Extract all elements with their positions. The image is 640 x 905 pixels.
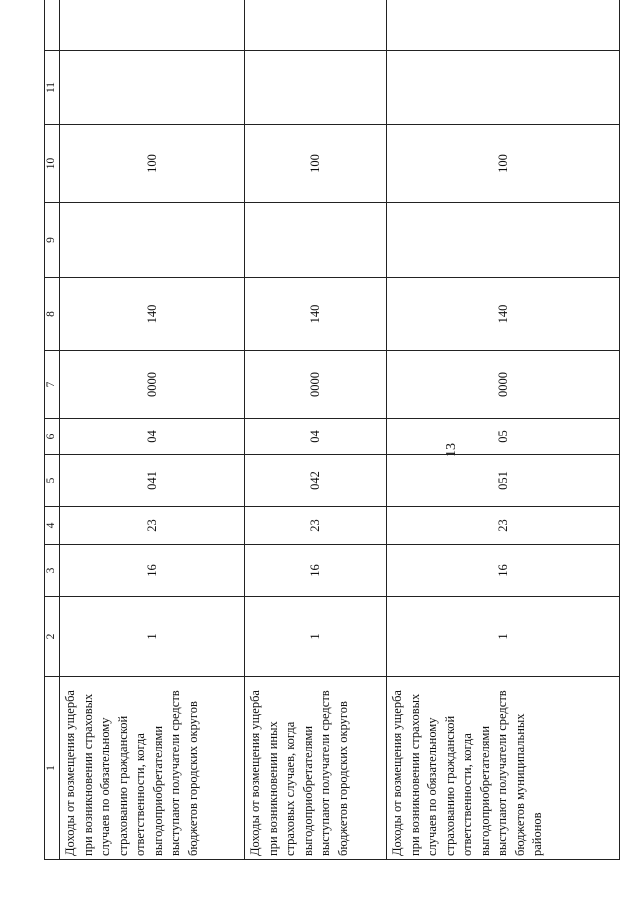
rotated-table-container — [44, 30, 619, 860]
header-cell: 7 — [45, 351, 60, 419]
table-row — [387, 0, 620, 860]
table-cell: 05 — [387, 419, 620, 455]
table-cell — [60, 51, 245, 125]
table-cell: 23 — [245, 507, 387, 545]
table-cell: 0000 — [245, 351, 387, 419]
header-cell: 3 — [45, 545, 60, 597]
table-row — [245, 0, 387, 860]
table-cell: 23 — [387, 507, 620, 545]
table-cell: 041 — [60, 455, 245, 507]
table-cell: 1 — [387, 597, 620, 677]
table-cell: 042 — [245, 455, 387, 507]
table-cell: 140 — [245, 278, 387, 351]
header-cell: 10 — [45, 125, 60, 203]
table-cell — [60, 0, 245, 51]
header-row — [45, 0, 60, 860]
header-cell: 6 — [45, 419, 60, 455]
header-cell — [45, 0, 60, 51]
table-cell — [387, 0, 620, 51]
row-description: Доходы от возмещения ущерба при возникновении иных страховых случаев, когда выгодоприобретателями выступают получатели средств бюджетов городских округов — [245, 677, 387, 860]
table-cell — [245, 203, 387, 278]
table-cell: 140 — [387, 278, 620, 351]
table-cell: 100 — [245, 125, 387, 203]
table-cell: 0000 — [387, 351, 620, 419]
table-cell: 140 — [60, 278, 245, 351]
header-cell: 11 — [45, 51, 60, 125]
table-cell: 16 — [387, 545, 620, 597]
table-cell — [387, 51, 620, 125]
table-row — [60, 0, 245, 860]
row-description: Доходы от возмещения ущерба при возникновении страховых случаев по обязательному страхованию гражданской ответственности, когда выгодоприобретателями выступают получатели средств бюджетов городских округов — [60, 677, 245, 860]
table-cell: 100 — [387, 125, 620, 203]
header-cell: 2 — [45, 597, 60, 677]
table-cell: 051 — [387, 455, 620, 507]
header-cell: 9 — [45, 203, 60, 278]
table-cell — [60, 203, 245, 278]
table-cell: 16 — [245, 545, 387, 597]
row-description: Доходы от возмещения ущерба при возникновении страховых случаев по обязательному страхованию гражданской ответственности, когда выгодоприобретателями выступают получатели средств бюджетов муниципальных районов — [387, 677, 620, 860]
table-cell: 1 — [60, 597, 245, 677]
table-cell: 23 — [60, 507, 245, 545]
table-cell: 100 — [60, 125, 245, 203]
table-cell — [387, 203, 620, 278]
header-cell: 4 — [45, 507, 60, 545]
page-number: 13 — [444, 443, 459, 457]
header-cell: 8 — [45, 278, 60, 351]
table-cell — [245, 51, 387, 125]
table-cell — [245, 0, 387, 51]
table-cell: 1 — [245, 597, 387, 677]
header-cell: 5 — [45, 455, 60, 507]
table-cell: 04 — [60, 419, 245, 455]
income-table — [44, 0, 620, 860]
table-cell: 0000 — [60, 351, 245, 419]
header-cell: 1 — [45, 677, 60, 860]
table-cell: 16 — [60, 545, 245, 597]
table-cell: 04 — [245, 419, 387, 455]
